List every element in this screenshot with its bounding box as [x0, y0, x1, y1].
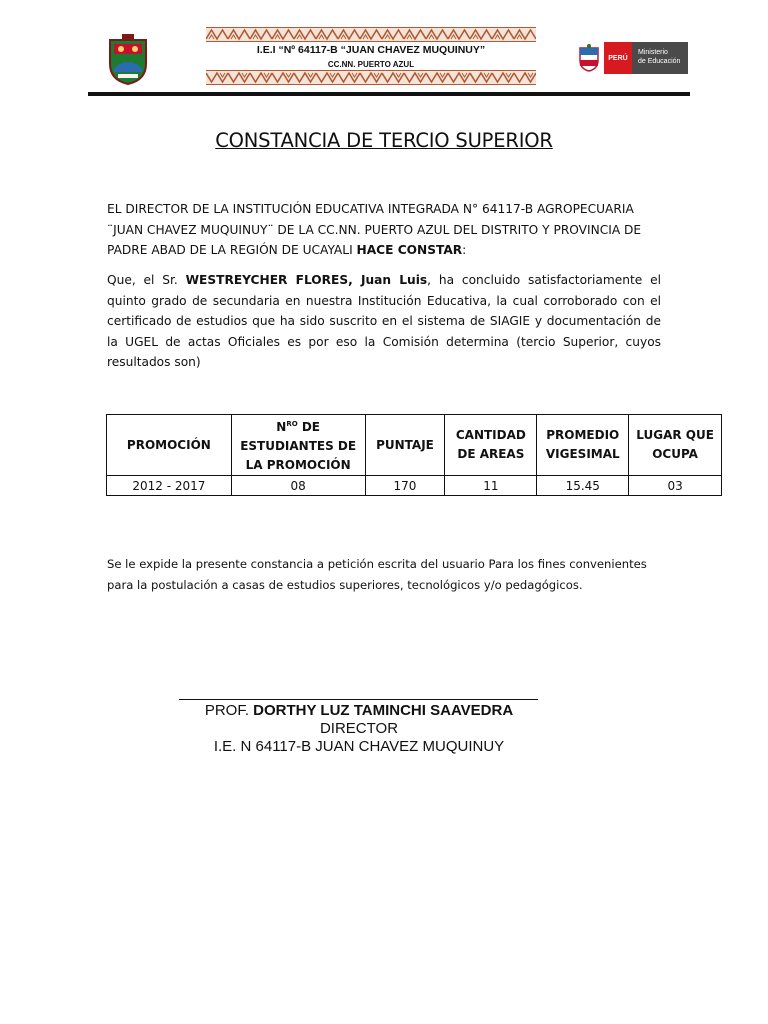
signature-line: [179, 699, 538, 700]
hace-constar: HACE CONSTAR: [356, 243, 463, 257]
signatory-name: [180, 702, 538, 719]
signatory-institution: I.E. N 64117-B JUAN CHAVEZ MUQUINUY: [213, 738, 505, 755]
header-students-text: DE ESTUDIANTES DE LA PROMOCIÓN: [240, 420, 357, 472]
cell-promedio: 15.45: [537, 476, 629, 496]
header-nro: N: [276, 420, 287, 434]
header-puntaje: PUNTAJE: [365, 415, 445, 476]
peru-shield-icon: [578, 44, 600, 72]
statement-prefix: Que, el Sr.: [107, 273, 186, 287]
ministry-name: [632, 42, 688, 74]
student-name: WESTREYCHER FLORES, Juan Luis: [185, 273, 428, 287]
table-header-row: [107, 415, 722, 476]
header-promocion: PROMOCIÓN: [107, 415, 232, 476]
cell-puntaje: 170: [365, 476, 445, 496]
header-nro-sup: RO: [286, 420, 298, 428]
community-line: CC.NN. PUERTO AZUL: [327, 60, 415, 69]
signatory-prefix: PROF.: [204, 702, 254, 719]
cell-cantidad: 11: [445, 476, 537, 496]
signatory-role: DIRECTOR: [319, 720, 399, 737]
cell-lugar: 03: [629, 476, 722, 496]
statement-paragraph: [107, 270, 661, 373]
results-table: [106, 414, 722, 496]
statement-body: , ha concluido satisfactoriamente el quinto grado de secundaria en nuestra Institución Educativa, la cual corroborado con el certificado de estudios que ha sido suscrito en el sistema de SIAGIE y documentación de la UGEL de actas Oficiales es por eso la Comisión determina (tercio Superior, cuyos resultados son): [107, 273, 661, 369]
ornament-band-bottom: [206, 70, 536, 85]
intro-text: EL DIRECTOR DE LA INSTITUCIÓN EDUCATIVA INTEGRADA N° 64117-B AGROPECUARIA ¨JUAN CHAVEZ MUQUINUY¨ DE LA CC.NN. PUERTO AZUL DEL DISTRITO Y PROVINCIA DE PADRE ABAD DE LA REGIÓN DE UCAYALI: [107, 202, 642, 257]
ornament-band-top: [206, 27, 536, 42]
ministry-line-1: Ministerio: [638, 49, 668, 56]
header-divider: [88, 92, 690, 96]
school-crest-logo: [106, 34, 150, 86]
document-title: CONSTANCIA DE TERCIO SUPERIOR: [215, 129, 553, 152]
ministry-line-2: de Educación: [638, 58, 681, 65]
header-promedio: PROMEDIO VIGESIMAL: [537, 415, 629, 476]
header-lugar: LUGAR QUE OCUPA: [629, 415, 722, 476]
intro-suffix: :: [462, 243, 467, 257]
cell-estudiantes: 08: [231, 476, 365, 496]
peru-label: PERÚ: [604, 42, 632, 74]
intro-paragraph: [107, 199, 667, 261]
cell-promocion: 2012 - 2017: [107, 476, 232, 496]
signatory-full-name: DORTHY LUZ TAMINCHI SAAVEDRA: [253, 702, 514, 719]
school-header-banner: [206, 27, 536, 85]
school-name-line: I.E.I “Nº 64117-B “JUAN CHAVEZ MUQUINUY”: [256, 44, 486, 56]
header-cantidad: CANTIDAD DE AREAS: [445, 415, 537, 476]
header-nro-estudiantes: [231, 415, 365, 476]
ministry-logo: [578, 42, 690, 74]
closing-paragraph: Se le expide la presente constancia a petición escrita del usuario Para los fines convenientes para la postulación a casas de estudios superiores, tecnológicos y/o pedagógicos.: [107, 557, 647, 592]
table-row: [107, 476, 722, 496]
